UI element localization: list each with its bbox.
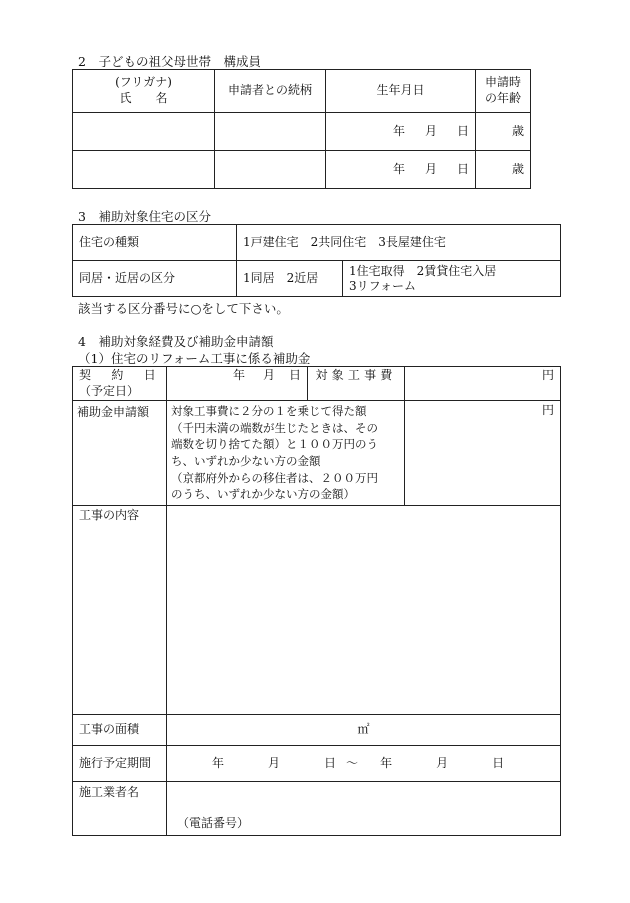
- age-cell[interactable]: [476, 151, 531, 189]
- period-day-start: 日: [324, 755, 337, 770]
- target-cost-label: 対象工事費: [308, 367, 405, 401]
- contract-year-label: 年: [232, 368, 245, 382]
- target-cost-cell[interactable]: [405, 367, 561, 401]
- contract-month-label: 月: [262, 368, 275, 382]
- section3-heading: 3 補助対象住宅の区分: [78, 209, 211, 224]
- grant-desc-line: （京都府外からの移住者は、２００万円: [171, 470, 378, 485]
- grant-desc-line: （千円未満の端数が生じたときは、その: [171, 420, 378, 435]
- contract-date-cell[interactable]: [167, 367, 308, 401]
- contract-date-label-line2: （予定日）: [79, 383, 140, 398]
- reform-grant-table: [72, 366, 561, 836]
- age-unit: 歳: [511, 161, 524, 176]
- member-row: [73, 151, 531, 189]
- contract-date-label: [73, 367, 167, 401]
- day-label: 日: [456, 161, 469, 176]
- yen-unit: 円: [541, 368, 554, 382]
- name-label: 氏 名: [119, 91, 168, 105]
- birthdate-cell[interactable]: [326, 151, 476, 189]
- grant-desc-line: 対象工事費に２分の１を乗じて得た額: [171, 404, 367, 418]
- day-label: 日: [456, 123, 469, 138]
- age-header-line1: 申請時: [484, 75, 521, 90]
- purpose-options[interactable]: [343, 261, 561, 297]
- period-year-start: 年: [212, 755, 225, 770]
- year-label: 年: [392, 123, 405, 138]
- cohab-options[interactable]: 1同居 2近居: [237, 261, 343, 297]
- section4-heading: 4 補助対象経費及び補助金申請額: [78, 334, 274, 349]
- period-day-end: 日: [492, 755, 505, 770]
- grant-amount-cell[interactable]: [405, 401, 561, 506]
- grant-label: 補助金申請額: [73, 401, 167, 506]
- relation-header: 申請者との続柄: [215, 70, 326, 113]
- housing-type-options[interactable]: 1戸建住宅 2共同住宅 3長屋建住宅: [237, 225, 561, 261]
- phone-label: （電話番号）: [177, 816, 250, 831]
- period-year-end: 年: [380, 755, 393, 770]
- age-header: [476, 70, 531, 113]
- member-row: [73, 113, 531, 151]
- contract-day-label: 日: [288, 368, 301, 382]
- period-label: 施行予定期間: [73, 746, 167, 782]
- housing-type-label: 住宅の種類: [73, 225, 237, 261]
- work-content-cell[interactable]: [167, 506, 561, 715]
- period-month-start: 月: [268, 755, 281, 770]
- cohab-label: 同居・近居の区分: [73, 261, 237, 297]
- work-area-cell[interactable]: [167, 715, 561, 746]
- purpose-line2: 3リフォーム: [349, 278, 417, 293]
- yen-unit: 円: [541, 403, 554, 417]
- contractor-cell[interactable]: [167, 782, 561, 836]
- work-area-label: 工事の面積: [73, 715, 167, 746]
- area-unit: ㎡: [357, 722, 370, 737]
- age-header-line2: の年齢: [484, 91, 521, 105]
- grant-desc-line: ち、いずれか少ない方の金額: [171, 454, 321, 469]
- relation-cell[interactable]: [215, 113, 326, 151]
- section4-subheading: （1）住宅のリフォーム工事に係る補助金: [78, 351, 311, 366]
- month-label: 月: [424, 161, 437, 176]
- age-unit: 歳: [511, 123, 524, 138]
- name-cell[interactable]: [73, 113, 215, 151]
- birthdate-cell[interactable]: [326, 113, 476, 151]
- selection-note: 該当する区分番号に○をして下さい。: [78, 301, 289, 316]
- age-cell[interactable]: [476, 113, 531, 151]
- grant-desc-line: のうち、いずれか少ない方の金額）: [171, 487, 355, 502]
- name-cell[interactable]: [73, 151, 215, 189]
- relation-cell[interactable]: [215, 151, 326, 189]
- section2-heading: 2 子どもの祖父母世帯 構成員: [78, 54, 261, 69]
- name-header: [73, 70, 215, 113]
- period-month-end: 月: [436, 755, 449, 770]
- household-members-table: [72, 69, 531, 189]
- work-content-label: 工事の内容: [73, 506, 167, 715]
- grant-desc-line: 端数を切り捨てた額）と１００万円のう: [171, 437, 378, 452]
- period-tilde: ～: [346, 755, 359, 770]
- purpose-line1: 1住宅取得 2賃貸住宅入居: [349, 263, 497, 278]
- birthdate-header: 生年月日: [326, 70, 476, 113]
- contract-date-label-line1: 契 約 日: [79, 367, 161, 382]
- month-label: 月: [424, 123, 437, 138]
- furigana-label: (フリガナ): [115, 75, 172, 90]
- housing-category-table: [72, 224, 561, 297]
- contractor-label: 施工業者名: [73, 782, 167, 836]
- period-cell[interactable]: [167, 746, 561, 782]
- year-label: 年: [392, 161, 405, 176]
- grant-description: [167, 401, 405, 506]
